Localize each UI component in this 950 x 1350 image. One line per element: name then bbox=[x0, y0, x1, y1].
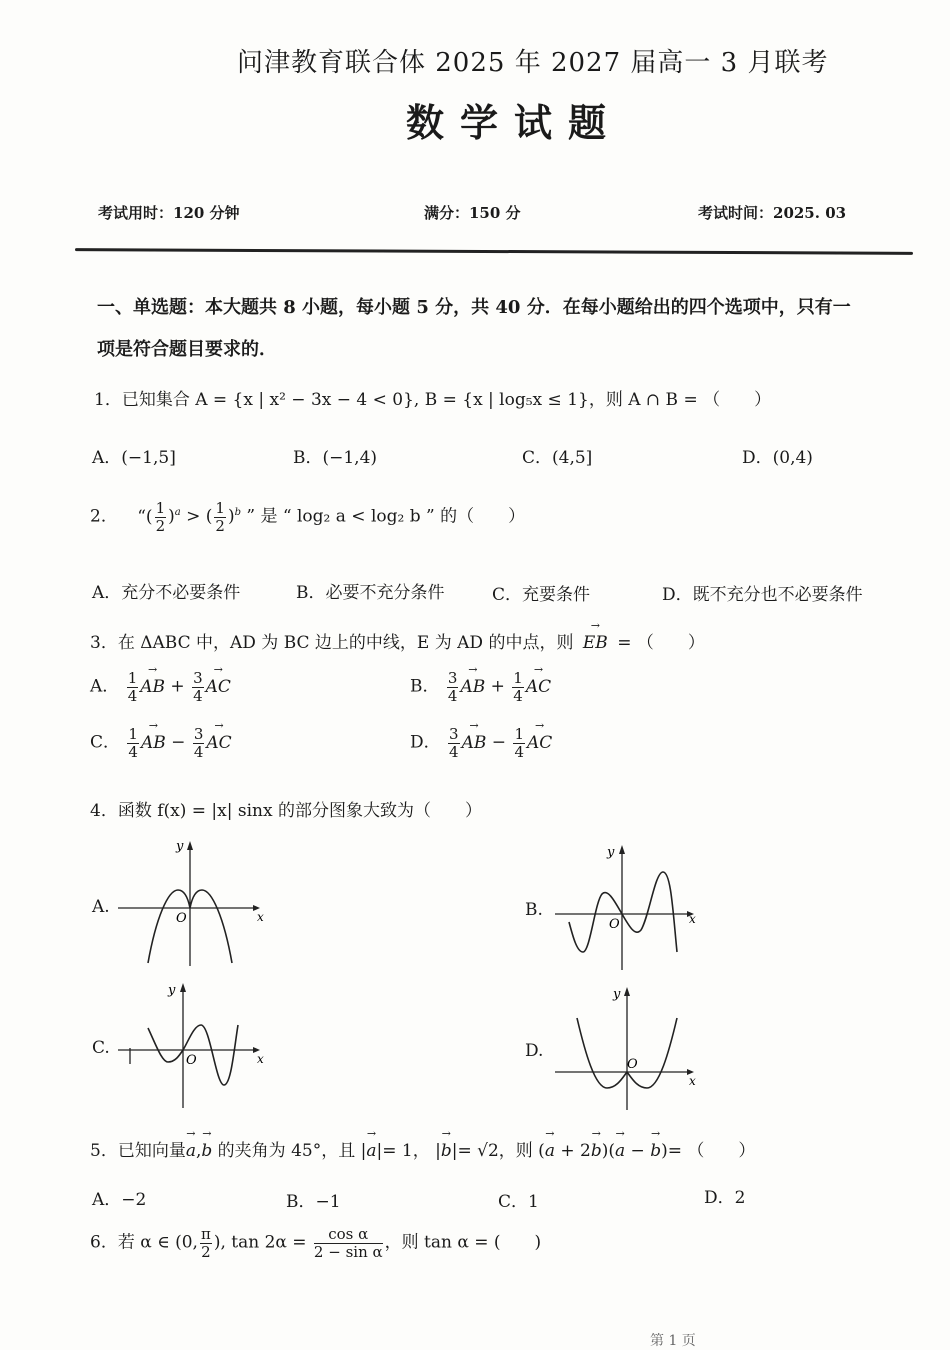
x-label: x bbox=[257, 910, 264, 924]
y-axis-arrow-icon bbox=[187, 841, 193, 850]
q5-stem-a: 5．已知向量 bbox=[90, 1141, 186, 1161]
exam-duration: 考试用时：120 分钟 bbox=[98, 204, 240, 222]
exam-title: 问津教育联合体 2025 年 2027 届高一 3 月联考 bbox=[237, 48, 829, 78]
q5-stem-e: = （ ） bbox=[667, 1141, 756, 1161]
vector-eb: → EB bbox=[583, 633, 608, 653]
graph-option-d bbox=[555, 982, 700, 1112]
q4-option-a-label: A. bbox=[92, 897, 110, 917]
question-4-stem: 4．函数 f(x) = |x| sinx 的部分图象大致为（ ） bbox=[90, 801, 482, 821]
q5-option-c: C．1 bbox=[498, 1192, 539, 1212]
y-label: y bbox=[176, 839, 184, 854]
q4-option-b-label: B. bbox=[525, 900, 543, 920]
q2-option-c: C．充要条件 bbox=[492, 585, 591, 605]
curve bbox=[569, 872, 677, 952]
graph-option-b bbox=[555, 842, 700, 972]
q2-option-b: B．必要不充分条件 bbox=[296, 583, 445, 603]
q5-stem-d: = √2，则 bbox=[457, 1141, 533, 1161]
origin-label: O bbox=[176, 911, 187, 926]
origin-label: O bbox=[186, 1053, 197, 1068]
section-heading-line2: 项是符合题目要求的． bbox=[97, 339, 277, 360]
q3-stem-text: 3．在 ΔABC 中，AD 为 BC 边上的中线，E 为 AD 的中点，则 bbox=[90, 633, 574, 653]
q1-option-b: B．(−1,4) bbox=[293, 448, 378, 468]
q3-option-a: A． $\frac{1}{4}$ → AB + $\frac{3}{4}$ → AC bbox=[90, 670, 231, 704]
q3-option-c: C． $\frac{1}{4}$ → AB − $\frac{3}{4}$ → AC bbox=[90, 726, 232, 760]
graph-option-c bbox=[118, 980, 268, 1110]
question-6-stem: 6．若 α ∈ (0, $\frac{\pi}{2}$ ), tan 2α = $\frac{\text{cos α}}{\text{2 − sin α}}$ ，则 tan α = ( ) bbox=[90, 1225, 542, 1261]
q5-option-d: D．2 bbox=[704, 1188, 746, 1208]
q5-option-a: A．−2 bbox=[92, 1190, 147, 1210]
question-5-stem: 5．已知向量→ a,→ b 的夹角为 45°，且 |→ a|= 1， |→ b|= √2，则 (→ a + 2→ b)(→ a − → b)= （ ） bbox=[90, 1136, 755, 1161]
q1-option-d: D．(0,4) bbox=[742, 448, 813, 468]
q6-stem-b: ), tan 2α = bbox=[213, 1232, 307, 1253]
q1-option-a: A．(−1,5] bbox=[92, 448, 176, 468]
q4-option-d-label: D. bbox=[525, 1041, 544, 1061]
q1-option-c: C．(4,5] bbox=[522, 448, 593, 468]
q6-stem-c: ，则 tan α = ( ) bbox=[384, 1232, 542, 1253]
subject-title: 数学试题 bbox=[406, 100, 623, 145]
full-score: 满分：150 分 bbox=[424, 204, 521, 222]
q3-option-d-label: D． bbox=[410, 732, 441, 753]
section-heading-line1: 一、单选题：本大题共 8 小题，每小题 5 分，共 40 分．在每小题给出的四个选项中，只有一 bbox=[97, 297, 851, 318]
origin-label: O bbox=[609, 917, 620, 932]
question-3-stem bbox=[90, 628, 705, 653]
y-axis-arrow-icon bbox=[624, 987, 630, 996]
q3-option-a-label: A． bbox=[90, 676, 120, 697]
header-divider bbox=[75, 248, 913, 255]
y-label: y bbox=[607, 845, 615, 860]
q2-option-a: A．充分不必要条件 bbox=[92, 583, 241, 603]
origin-label: O bbox=[627, 1057, 638, 1072]
q3-option-b: B． $\frac{3}{4}$ → AB + $\frac{1}{4}$ → AC bbox=[410, 670, 551, 704]
y-label: y bbox=[168, 983, 176, 998]
q5-stem-b: 的夹角为 45°，且 bbox=[217, 1141, 356, 1161]
x-label: x bbox=[257, 1052, 264, 1066]
q4-option-c-label: C. bbox=[92, 1038, 110, 1058]
x-label: x bbox=[689, 912, 696, 926]
y-label: y bbox=[613, 987, 621, 1002]
y-axis-arrow-icon bbox=[180, 983, 186, 992]
q3-option-d: D． $\frac{3}{4}$ → AB − $\frac{1}{4}$ → AC bbox=[410, 726, 552, 760]
q5-option-b: B．−1 bbox=[286, 1192, 341, 1212]
question-1-stem: 1．已知集合 A = {x | x² − 3x − 4 < 0}, B = {x | log₅x ≤ 1}，则 A ∩ B = （ ） bbox=[94, 390, 772, 410]
q2-number: 2． bbox=[90, 506, 118, 527]
q2-stem-text: ” 是 “ log₂ a < log₂ b ” 的（ ） bbox=[246, 506, 526, 527]
q3-option-c-label: C． bbox=[90, 732, 121, 753]
q2-option-d: D．既不充分也不必要条件 bbox=[662, 585, 863, 605]
y-axis-arrow-icon bbox=[619, 845, 625, 854]
q6-stem-a: 6．若 α ∈ (0, bbox=[90, 1232, 198, 1253]
x-label: x bbox=[689, 1074, 696, 1088]
page-number: 第 1 页 bbox=[650, 1333, 696, 1349]
exam-date: 考试时间：2025. 03 bbox=[698, 204, 847, 222]
q5-stem-c: = 1， bbox=[382, 1141, 430, 1161]
question-2-stem: 2． “( $\frac{1}{2}$ )$^a$ > ( $\frac{1}{2}$ )$^b$ ” 是 “ log₂ a < log₂ b ” 的（ ） bbox=[90, 499, 526, 535]
q3-option-b-label: B． bbox=[410, 676, 440, 697]
q3-stem-tail: = （ ） bbox=[617, 633, 705, 653]
graph-option-a bbox=[118, 838, 268, 968]
